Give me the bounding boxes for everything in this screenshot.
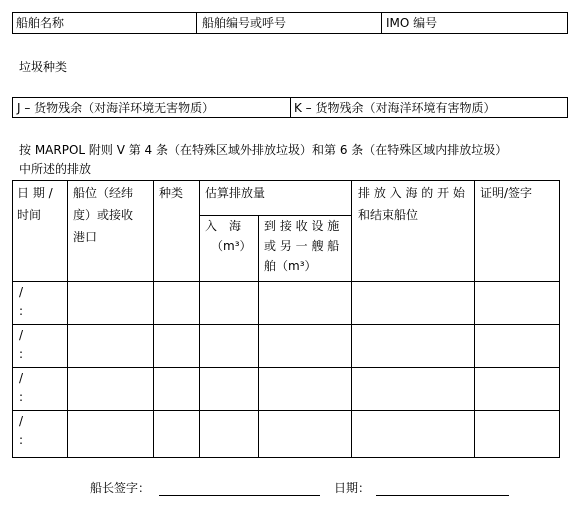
- row-time-colon: :: [19, 304, 24, 318]
- ship-info-divider-1: [196, 12, 197, 34]
- table-vline: [351, 180, 352, 458]
- table-hline: [12, 410, 560, 411]
- table-vline: [153, 180, 154, 458]
- header-position: 船位（经纬 度）或接收 港口: [73, 186, 134, 244]
- row-time-colon: :: [19, 347, 24, 361]
- ship-info-row: [12, 12, 568, 34]
- ship-name-label: 船舶名称: [16, 16, 65, 30]
- ship-number-label: 船舶编号或呼号: [202, 16, 287, 30]
- captain-signature-line[interactable]: [159, 495, 320, 496]
- header-to-reception: 到 接 收 设 施 或 另 一 艘 船 舶（m³）: [264, 219, 340, 273]
- imo-label: IMO 编号: [386, 16, 438, 30]
- table-hline: [12, 367, 560, 368]
- table-vline: [199, 180, 200, 458]
- ship-info-divider-2: [381, 12, 382, 34]
- header-estimated-amount: 估算排放量: [205, 186, 266, 200]
- date-signature-line[interactable]: [376, 495, 509, 496]
- table-vline: [258, 215, 259, 458]
- row-date-slash: /: [19, 285, 24, 299]
- garbage-category-title: 垃圾种类: [19, 60, 68, 74]
- table-vline: [474, 180, 475, 458]
- row-date-slash: /: [19, 414, 24, 428]
- row-time-colon: :: [19, 433, 24, 447]
- date-label: 日期：: [334, 481, 371, 495]
- instruction-line-1: 按 MARPOL 附则 V 第 4 条（在特殊区域外排放垃圾）和第 6 条（在特殊区域内排放垃圾）: [19, 143, 508, 157]
- garbage-category-divider: [290, 97, 291, 118]
- table-hline: [12, 281, 560, 282]
- category-j-label: J – 货物残余（对海洋环境无害物质）: [17, 101, 215, 115]
- row-date-slash: /: [19, 328, 24, 342]
- category-k-label: K – 货物残余（对海洋环境有害物质）: [294, 101, 496, 115]
- header-date-time: 日 期 / 时间: [17, 186, 53, 222]
- row-date-slash: /: [19, 371, 24, 385]
- table-hline: [12, 324, 560, 325]
- captain-signature-label: 船长签字：: [90, 481, 151, 495]
- header-discharge-position: 排 放 入 海 的 开 始 和结束船位: [358, 186, 465, 222]
- row-time-colon: :: [19, 390, 24, 404]
- table-vline: [67, 180, 68, 458]
- instruction-line-2: 中所述的排放: [19, 162, 92, 176]
- header-category: 种类: [159, 186, 184, 200]
- header-into-sea: 入 海 （m³）: [205, 219, 252, 253]
- header-certification: 证明/签字: [480, 186, 533, 200]
